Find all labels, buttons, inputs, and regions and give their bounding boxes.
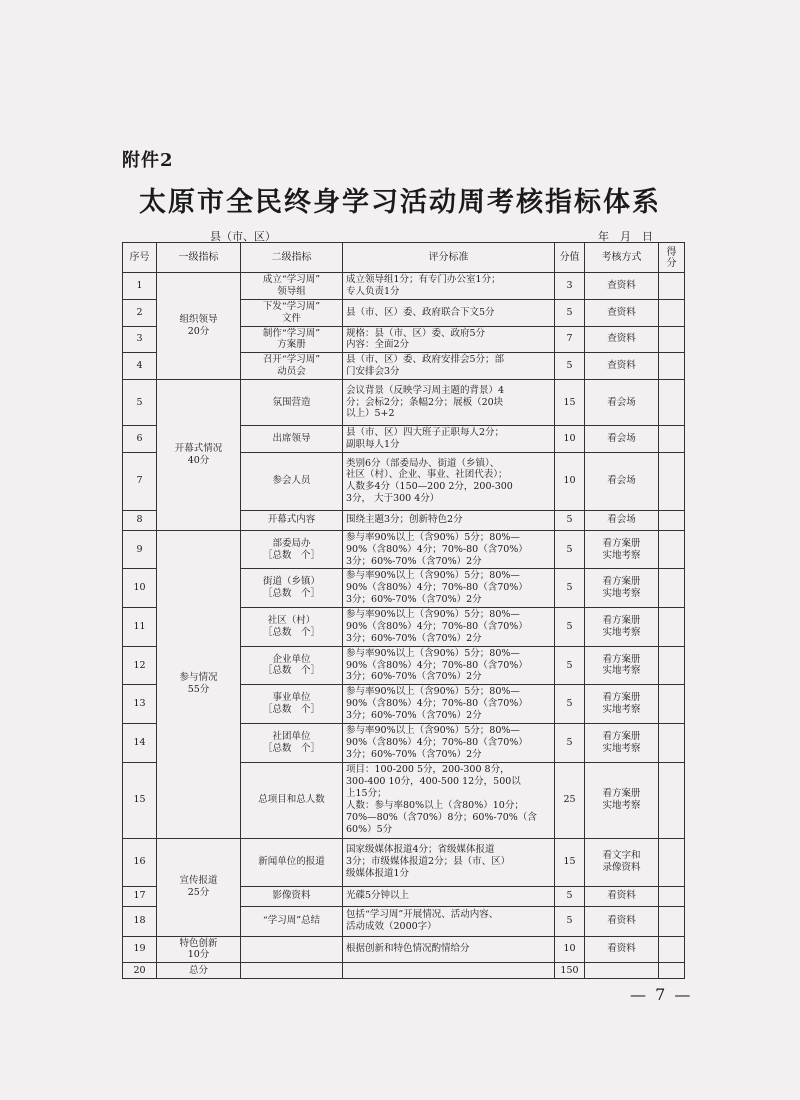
row-seq: 12 <box>123 646 157 685</box>
assessment-method: 看资料 <box>585 936 659 963</box>
level2-indicator: 成立“学习周” 领导组 <box>241 273 343 300</box>
level2-indicator <box>241 963 343 979</box>
row-seq: 14 <box>123 723 157 762</box>
assessment-table <box>122 242 685 979</box>
obtained-score <box>659 646 685 685</box>
row-seq: 2 <box>123 299 157 326</box>
row-score: 5 <box>555 608 585 647</box>
level2-indicator: 参会人员 <box>241 452 343 510</box>
obtained-score <box>659 273 685 300</box>
header-level2: 二级指标 <box>241 243 343 273</box>
obtained-score <box>659 426 685 453</box>
obtained-score <box>659 936 685 963</box>
row-score: 5 <box>555 886 585 906</box>
scoring-criteria: 参与率90%以上（含90%）5分；80%— 90%（含80%）4分；70%-80（含70%） 3分；60%-70%（含70%）2分 <box>343 569 555 608</box>
assessment-method <box>585 963 659 979</box>
level1-indicator: 特色创新 10分 <box>157 936 241 963</box>
row-score: 5 <box>555 299 585 326</box>
assessment-method: 查资料 <box>585 326 659 353</box>
scoring-criteria: 参与率90%以上（含90%）5分；80%— 90%（含80%）4分；70%-80（含70%） 3分；60%-70%（含70%）2分 <box>343 608 555 647</box>
level2-indicator: 氛围营造 <box>241 380 343 426</box>
row-seq: 17 <box>123 886 157 906</box>
row-seq: 3 <box>123 326 157 353</box>
obtained-score <box>659 569 685 608</box>
table-row <box>123 936 685 963</box>
row-seq: 6 <box>123 426 157 453</box>
scoring-criteria: 光碟5分钟以上 <box>343 886 555 906</box>
scoring-criteria: 会议背景（反映学习周主题的背景）4 分；会标2分；条幅2分；展板（20块 以上）5+2 <box>343 380 555 426</box>
level2-indicator: 事业单位 ［总数 个］ <box>241 685 343 724</box>
assessment-method: 看方案册 实地考察 <box>585 685 659 724</box>
scoring-criteria: 项目：100-200 5分，200-300 8分， 300-400 10分，400-500 12分，500以 上15分； 人数：参与率80%以上（含80%）10分； 70%—80%（含70%）8分；60%-70%（含 60%）5分 <box>343 762 555 838</box>
row-score: 3 <box>555 273 585 300</box>
level2-indicator: 下发“学习周” 文件 <box>241 299 343 326</box>
row-score: 5 <box>555 353 585 380</box>
row-seq: 4 <box>123 353 157 380</box>
table-row <box>123 273 685 300</box>
scoring-criteria: 县（市、区）四大班子正职每人2分； 副职每人1分 <box>343 426 555 453</box>
obtained-score <box>659 685 685 724</box>
total-label: 总分 <box>157 963 241 979</box>
level2-indicator: 企业单位 ［总数 个］ <box>241 646 343 685</box>
table-row <box>123 838 685 886</box>
level2-indicator: 社团单位 ［总数 个］ <box>241 723 343 762</box>
row-seq: 19 <box>123 936 157 963</box>
row-seq: 16 <box>123 838 157 886</box>
total-score: 150 <box>555 963 585 979</box>
assessment-method: 查资料 <box>585 273 659 300</box>
level2-indicator: “学习周”总结 <box>241 906 343 936</box>
row-score: 5 <box>555 569 585 608</box>
table-row <box>123 530 685 569</box>
row-seq: 13 <box>123 685 157 724</box>
scoring-criteria: 类别6分（部委局办、街道（乡镇）、 社区（村）、企业、事业、社团代表）； 人数多4分（150—200 2分，200-300 3分， 大于300 4分） <box>343 452 555 510</box>
scoring-criteria: 参与率90%以上（含90%）5分；80%— 90%（含80%）4分；70%-80（含70%） 3分；60%-70%（含70%）2分 <box>343 685 555 724</box>
assessment-method: 查资料 <box>585 353 659 380</box>
row-seq: 10 <box>123 569 157 608</box>
row-score: 5 <box>555 646 585 685</box>
obtained-score <box>659 452 685 510</box>
county-field: 县（市、区） <box>210 230 276 243</box>
row-score: 15 <box>555 838 585 886</box>
level1-indicator: 参与情况 55分 <box>157 530 241 838</box>
level2-indicator: 总项目和总人数 <box>241 762 343 838</box>
level2-indicator: 部委局办 ［总数 个］ <box>241 530 343 569</box>
scoring-criteria: 参与率90%以上（含90%）5分；80%— 90%（含80%）4分；70%-80（含70%） 3分；60%-70%（含70%）2分 <box>343 530 555 569</box>
page-number: — 7 — <box>630 985 693 1004</box>
obtained-score <box>659 530 685 569</box>
assessment-method: 看方案册 实地考察 <box>585 608 659 647</box>
assessment-method: 看会场 <box>585 510 659 530</box>
assessment-method: 看会场 <box>585 380 659 426</box>
row-seq: 15 <box>123 762 157 838</box>
obtained-score <box>659 608 685 647</box>
row-seq: 8 <box>123 510 157 530</box>
row-score: 15 <box>555 380 585 426</box>
scoring-criteria: 参与率90%以上（含90%）5分；80%— 90%（含80%）4分；70%-80（含70%） 3分；60%-70%（含70%）2分 <box>343 723 555 762</box>
row-seq: 1 <box>123 273 157 300</box>
header-method: 考核方式 <box>585 243 659 273</box>
obtained-score <box>659 906 685 936</box>
level2-indicator: 新闻单位的报道 <box>241 838 343 886</box>
level2-indicator: 开幕式内容 <box>241 510 343 530</box>
level2-indicator: 制作“学习周” 方案册 <box>241 326 343 353</box>
table-header-row <box>123 243 685 273</box>
obtained-score <box>659 762 685 838</box>
row-score: 7 <box>555 326 585 353</box>
row-score: 10 <box>555 452 585 510</box>
row-score: 5 <box>555 530 585 569</box>
date-field: 年 月 日 <box>598 230 653 243</box>
row-score: 5 <box>555 510 585 530</box>
header-level1: 一级指标 <box>157 243 241 273</box>
obtained-score <box>659 353 685 380</box>
row-score: 25 <box>555 762 585 838</box>
row-seq: 20 <box>123 963 157 979</box>
level2-indicator: 街道（乡镇） ［总数 个］ <box>241 569 343 608</box>
assessment-method: 看方案册 实地考察 <box>585 646 659 685</box>
obtained-score <box>659 326 685 353</box>
obtained-score <box>659 838 685 886</box>
assessment-method: 看方案册 实地考察 <box>585 569 659 608</box>
scoring-criteria: 县（市、区）委、政府安排会5分；部 门安排会3分 <box>343 353 555 380</box>
row-score: 5 <box>555 906 585 936</box>
scoring-criteria: 参与率90%以上（含90%）5分；80%— 90%（含80%）4分；70%-80（含70%） 3分；60%-70%（含70%）2分 <box>343 646 555 685</box>
level2-indicator: 社区（村） ［总数 个］ <box>241 608 343 647</box>
row-score: 10 <box>555 936 585 963</box>
obtained-score <box>659 723 685 762</box>
header-seq: 序号 <box>123 243 157 273</box>
obtained-score <box>659 299 685 326</box>
scoring-criteria <box>343 963 555 979</box>
row-seq: 18 <box>123 906 157 936</box>
level2-indicator: 影像资料 <box>241 886 343 906</box>
level1-indicator: 开幕式情况 40分 <box>157 380 241 531</box>
assessment-method: 看资料 <box>585 886 659 906</box>
total-row <box>123 963 685 979</box>
level2-indicator: 出席领导 <box>241 426 343 453</box>
row-seq: 11 <box>123 608 157 647</box>
assessment-method: 看会场 <box>585 426 659 453</box>
header-criteria: 评分标准 <box>343 243 555 273</box>
scoring-criteria: 规格：县（市、区）委、政府5分 内容：全面2分 <box>343 326 555 353</box>
level1-indicator: 组织领导 20分 <box>157 273 241 380</box>
obtained-score <box>659 510 685 530</box>
scoring-criteria: 围绕主题3分；创新特色2分 <box>343 510 555 530</box>
level2-indicator <box>241 936 343 963</box>
attachment-label: 附件2 <box>122 150 174 171</box>
header-got: 得分 <box>659 243 685 273</box>
scoring-criteria: 包括“学习周”开展情况、活动内容、 活动成效（2000字） <box>343 906 555 936</box>
assessment-method: 看方案册 实地考察 <box>585 723 659 762</box>
assessment-method: 看方案册 实地考察 <box>585 530 659 569</box>
level2-indicator: 召开“学习周” 动员会 <box>241 353 343 380</box>
assessment-method: 看方案册 实地考察 <box>585 762 659 838</box>
row-seq: 9 <box>123 530 157 569</box>
page-title: 太原市全民终身学习活动周考核指标体系 <box>139 187 661 218</box>
row-score: 10 <box>555 426 585 453</box>
scoring-criteria: 根据创新和特色情况酌情给分 <box>343 936 555 963</box>
table-row <box>123 380 685 426</box>
obtained-score <box>659 886 685 906</box>
assessment-method: 看会场 <box>585 452 659 510</box>
assessment-method: 看文字和 录像资料 <box>585 838 659 886</box>
assessment-method: 看资料 <box>585 906 659 936</box>
scoring-criteria: 国家级媒体报道4分；省级媒体报道 3分；市级媒体报道2分；县（市、区） 级媒体报道1分 <box>343 838 555 886</box>
obtained-score <box>659 963 685 979</box>
header-score: 分值 <box>555 243 585 273</box>
scoring-criteria: 县（市、区）委、政府联合下文5分 <box>343 299 555 326</box>
assessment-method: 查资料 <box>585 299 659 326</box>
obtained-score <box>659 380 685 426</box>
row-score: 5 <box>555 723 585 762</box>
row-seq: 5 <box>123 380 157 426</box>
row-score: 5 <box>555 685 585 724</box>
row-seq: 7 <box>123 452 157 510</box>
scoring-criteria: 成立领导组1分；有专门办公室1分； 专人负责1分 <box>343 273 555 300</box>
level1-indicator: 宣传报道 25分 <box>157 838 241 936</box>
